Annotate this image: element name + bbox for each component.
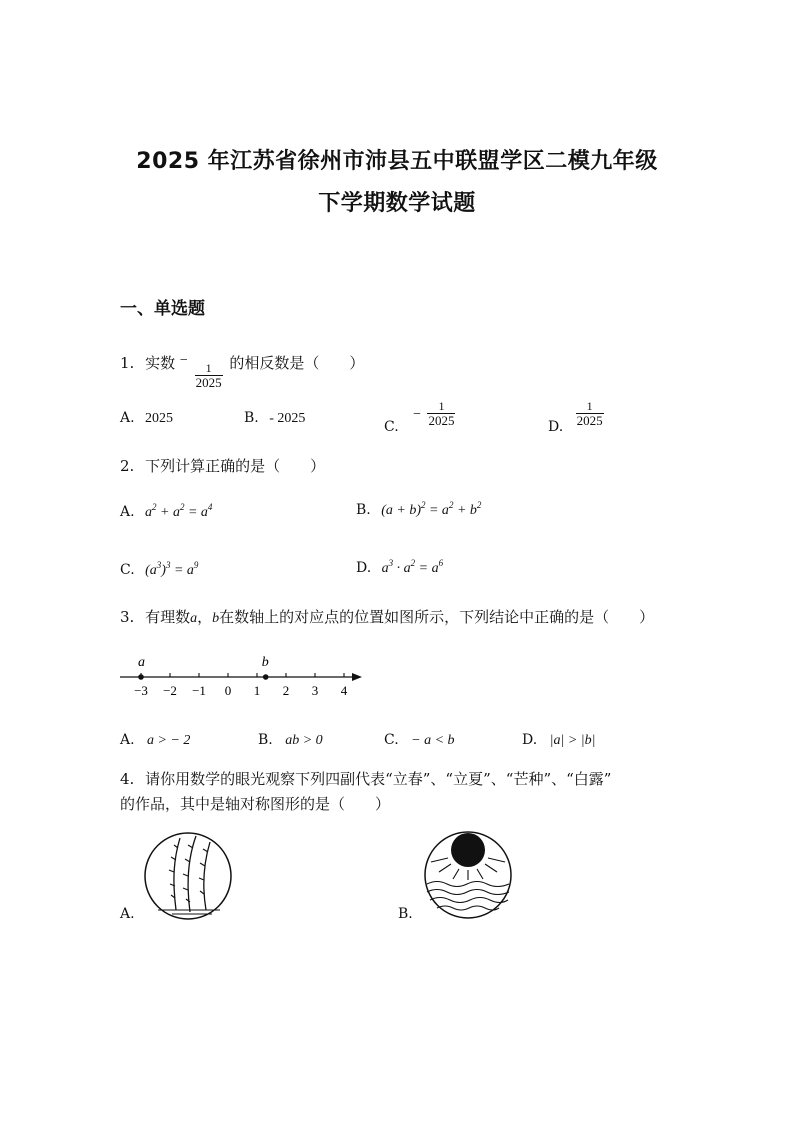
point-b-label: b	[261, 655, 269, 670]
question-number: 2.	[120, 457, 135, 475]
option-d[interactable]	[522, 732, 595, 749]
option-formula: a > − 2	[147, 733, 191, 748]
question-number: 3.	[120, 608, 135, 626]
option-c[interactable]	[384, 399, 457, 435]
document-title-line-2: 下学期数学试题	[318, 191, 476, 216]
tick-label: −3	[134, 683, 148, 698]
comma: ，	[197, 608, 213, 626]
option-c[interactable]	[384, 732, 455, 749]
option-a[interactable]	[120, 410, 173, 427]
tick-label: 3	[311, 683, 319, 698]
point-a	[138, 674, 144, 680]
tick-label: 0	[224, 683, 232, 698]
option-a[interactable]	[120, 732, 190, 749]
option-value: 2025	[145, 411, 174, 426]
option-label: A.	[120, 410, 135, 426]
question-text: 请你用数学的眼光观察下列四副代表“立春”、“立夏”、“芒种”、“白露”	[145, 770, 612, 788]
option-label: C.	[120, 562, 135, 578]
option-a-label[interactable]: A.	[120, 906, 135, 922]
question-number: 4.	[120, 770, 135, 788]
fraction-numerator: 1	[205, 361, 212, 375]
option-label: D.	[522, 732, 538, 748]
option-value: - 2025	[269, 411, 306, 426]
tick-label: 1	[253, 683, 261, 698]
option-b[interactable]	[356, 500, 481, 519]
fraction-denominator: 2025	[195, 375, 222, 390]
option-formula: $a^2 + a^2 = a^4$	[145, 502, 213, 520]
option-label: D.	[548, 418, 564, 435]
option-label: B.	[258, 732, 273, 748]
question-text: 的相反数是（ ）	[229, 354, 365, 372]
question-text: 有理数	[145, 608, 191, 626]
fraction-numerator: 1	[586, 399, 593, 413]
option-label: C.	[384, 732, 399, 748]
question-4	[120, 768, 611, 789]
point-a-label: a	[138, 655, 145, 670]
point-b	[263, 674, 269, 680]
question-1	[120, 352, 364, 389]
fraction	[195, 362, 223, 389]
option-d[interactable]	[548, 399, 606, 435]
question-text: 下列计算正确的是（ ）	[145, 457, 326, 475]
question-text: 在数轴上的对应点的位置如图所示，下列结论中正确的是（ ）	[219, 608, 655, 626]
option-a[interactable]	[120, 502, 212, 521]
question-text: 实数	[145, 354, 176, 372]
tick-label: −1	[192, 683, 206, 698]
fraction-denominator: 2025	[428, 413, 455, 428]
option-b[interactable]	[258, 732, 323, 749]
axis-arrow-icon	[352, 673, 362, 681]
tick-label: 2	[282, 683, 290, 698]
minus-sign: −	[179, 353, 188, 368]
option-label: C.	[384, 418, 399, 435]
question-4-line-2: 的作品，其中是轴对称图形的是（ ）	[120, 795, 391, 813]
fraction	[427, 400, 455, 427]
option-formula: $a^3 \cdot a^2 = a^6$	[381, 558, 444, 576]
option-label: A.	[120, 504, 135, 520]
option-label: A.	[120, 732, 135, 748]
sun-icon	[451, 833, 485, 867]
variable-b: b	[212, 611, 220, 626]
section-heading: 一、单选题	[120, 299, 205, 319]
fraction	[576, 400, 604, 427]
option-b[interactable]	[244, 410, 305, 427]
question-number: 1.	[120, 354, 135, 372]
number-line-figure	[116, 650, 376, 700]
minus-sign: −	[413, 406, 422, 422]
tick-label: −2	[163, 683, 177, 698]
tick-label: 4	[340, 683, 348, 698]
variable-a: a	[190, 611, 198, 626]
option-b-figure[interactable]	[421, 828, 515, 920]
option-label: B.	[244, 410, 259, 426]
option-label: B.	[356, 502, 371, 518]
option-d[interactable]	[356, 558, 443, 577]
question-3	[120, 606, 654, 627]
option-a-figure[interactable]	[142, 830, 236, 920]
option-c[interactable]	[120, 560, 198, 579]
option-b-label[interactable]: B.	[398, 906, 413, 922]
document-title-line-1: 2025 年江苏省徐州市沛县五中联盟学区二模九年级	[136, 149, 658, 174]
option-formula: |a| > |b|	[549, 733, 596, 748]
fraction-denominator: 2025	[576, 413, 603, 428]
option-formula: $(a + b)^2 = a^2 + b^2$	[381, 500, 482, 518]
option-formula: − a < b	[411, 733, 455, 748]
option-label: D.	[356, 560, 372, 576]
question-2	[120, 455, 325, 476]
option-formula: $(a^3)^3 = a^9$	[145, 560, 199, 578]
option-formula: ab > 0	[285, 733, 323, 748]
fraction-numerator: 1	[438, 399, 445, 413]
